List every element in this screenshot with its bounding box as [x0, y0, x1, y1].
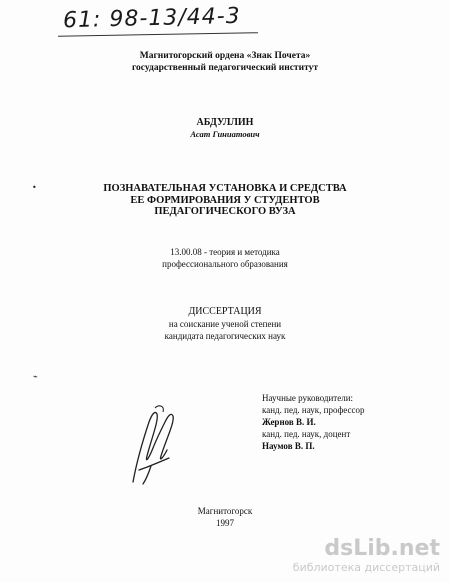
dissertation-title [0, 183, 450, 218]
specialty-line-1: 13.00.08 - теория и методика [170, 247, 280, 257]
title-line-2: ЕЕ ФОРМИРОВАНИЯ У СТУДЕНТОВ [130, 194, 320, 206]
title-line-3: ПЕДАГОГИЧЕСКОГО ВУЗА [154, 206, 296, 217]
handwritten-signature [125, 400, 185, 490]
watermark-subtitle: библиотека диссертаций [292, 561, 440, 574]
specialty-block [0, 246, 450, 270]
handwritten-reference-number: 61: 98-13/44-3 [62, 3, 241, 34]
year: 1997 [216, 518, 234, 528]
watermark [293, 537, 440, 574]
institution-block [0, 50, 450, 74]
specialty-line-2: профессионального образования [162, 259, 288, 269]
author-surname: АБДУЛЛИН [196, 117, 254, 128]
supervisor-2-title: канд. пед. наук, доцент [262, 429, 351, 439]
institution-line-1: Магнитогорский ордена «Знак Почета» [139, 51, 311, 61]
place-year-block [0, 505, 450, 529]
dissertation-degree [0, 318, 450, 342]
supervisor-1-title: канд. пед. наук, профессор [262, 405, 365, 415]
institution-line-2: государственный педагогический институт [131, 63, 319, 73]
city: Магнитогорск [197, 506, 253, 516]
scan-mark-2: ⌁ [33, 372, 38, 381]
watermark-logo: dsLib.net [324, 536, 440, 561]
supervisors-heading: Научные руководители: [262, 393, 354, 403]
author-name: Асат Гиниатович [190, 129, 260, 139]
scan-mark: • [32, 183, 37, 192]
title-line-1: ПОЗНАВАТЕЛЬНАЯ УСТАНОВКА И СРЕДСТВА [103, 183, 347, 194]
dissertation-heading: ДИССЕРТАЦИЯ [188, 306, 262, 317]
degree-line-1: на соискание ученой степени [168, 319, 282, 329]
supervisor-1-name: Жернов В. И. [262, 417, 316, 427]
handwritten-underline [58, 32, 258, 36]
supervisor-2-name: Наумов В. П. [262, 441, 315, 451]
degree-line-2: кандидата педагогических наук [164, 331, 286, 341]
supervisors-block [262, 392, 364, 452]
